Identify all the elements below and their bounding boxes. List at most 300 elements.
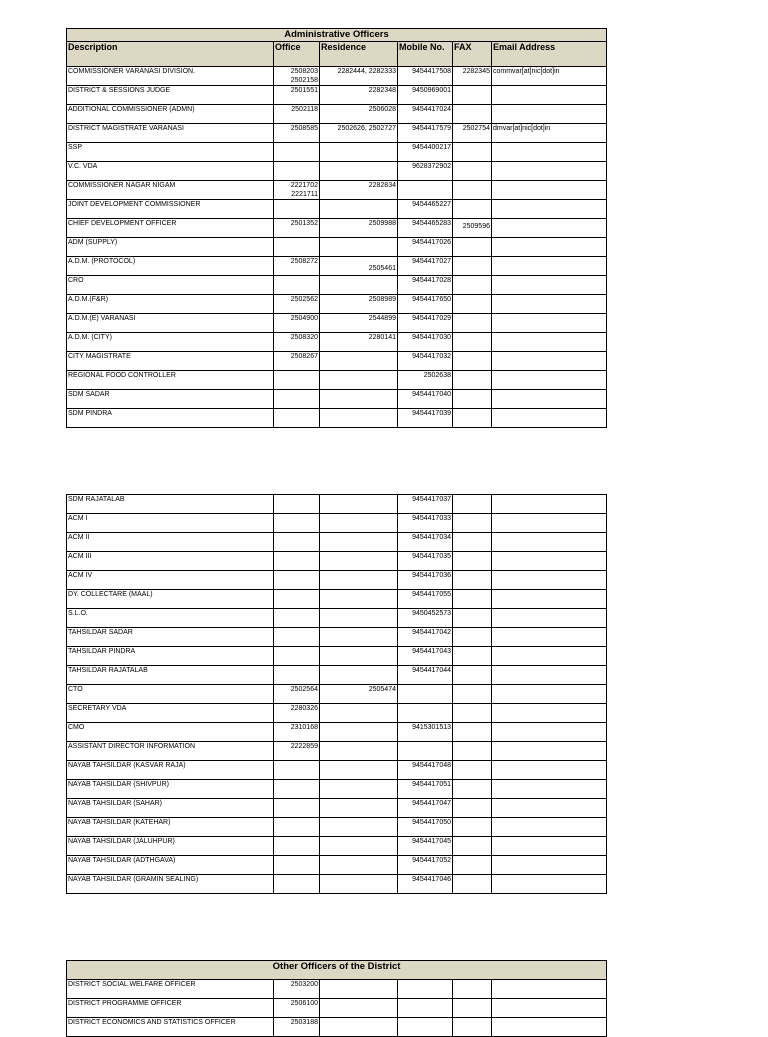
description-cell: ADM (SUPPLY) <box>67 238 274 257</box>
residence-cell <box>320 590 398 609</box>
mobile-cell: 9454417027 <box>398 257 453 276</box>
office-cell <box>274 875 320 894</box>
fax-cell <box>453 685 492 704</box>
description-cell: NAYAB TAHSILDAR (JALUHPUR) <box>67 837 274 856</box>
email-cell <box>492 552 607 571</box>
fax-cell <box>453 105 492 124</box>
fax-cell <box>453 837 492 856</box>
office-number: 2280326 <box>290 705 318 712</box>
office-cell <box>274 761 320 780</box>
email-cell <box>492 238 607 257</box>
mobile-cell: 9454417650 <box>398 295 453 314</box>
residence-cell <box>320 723 398 742</box>
description-cell: S.L.O. <box>67 609 274 628</box>
description-cell: NAYAB TAHSILDAR (SHIVPUR) <box>67 780 274 799</box>
email-cell <box>492 162 607 181</box>
office-cell <box>274 238 320 257</box>
fax-number: 2509596 <box>462 223 490 230</box>
email-cell <box>492 980 607 999</box>
description-cell: DISTRICT MAGISTRATE VARANASI <box>67 124 274 143</box>
email-cell <box>492 742 607 761</box>
office-cell <box>274 200 320 219</box>
fax-cell <box>453 856 492 875</box>
email-cell <box>492 333 607 352</box>
table-row <box>67 799 607 818</box>
office-cell <box>274 181 320 200</box>
administrative-officers-table-continued <box>66 494 607 894</box>
residence-number: 2509988 <box>368 220 396 227</box>
office-cell <box>274 352 320 371</box>
description-cell: CRO <box>67 276 274 295</box>
residence-cell <box>320 86 398 105</box>
email-cell <box>492 723 607 742</box>
office-cell <box>274 409 320 428</box>
office-cell <box>274 371 320 390</box>
office-cell <box>274 590 320 609</box>
office-number: 2508267 <box>290 353 318 360</box>
residence-cell <box>320 666 398 685</box>
fax-cell <box>453 352 492 371</box>
residence-cell <box>320 837 398 856</box>
mobile-cell: 9454417508 <box>398 67 453 86</box>
table-row <box>67 162 607 181</box>
residence-cell <box>320 143 398 162</box>
residence-number: 2282834 <box>368 182 396 189</box>
email-cell <box>492 590 607 609</box>
mobile-cell: 9454417026 <box>398 238 453 257</box>
fax-cell <box>453 628 492 647</box>
table-row <box>67 533 607 552</box>
description-cell: SSP <box>67 143 274 162</box>
office-cell <box>274 257 320 276</box>
email-cell <box>492 143 607 162</box>
fax-cell <box>453 409 492 428</box>
email-cell <box>492 999 607 1018</box>
office-cell <box>274 799 320 818</box>
table-row <box>67 666 607 685</box>
table-row <box>67 276 607 295</box>
fax-cell <box>453 533 492 552</box>
description-cell: ACM II <box>67 533 274 552</box>
email-cell <box>492 780 607 799</box>
residence-cell <box>320 371 398 390</box>
office-cell <box>274 723 320 742</box>
description-cell: A.D.M.(F&R) <box>67 295 274 314</box>
table-row <box>67 238 607 257</box>
description-cell: SDM RAJATALAB <box>67 495 274 514</box>
description-cell: NAYAB TAHSILDAR (KASVAR RAJA) <box>67 761 274 780</box>
residence-cell <box>320 390 398 409</box>
mobile-cell: 9450452573 <box>398 609 453 628</box>
office-number: 2221702 <box>290 182 318 189</box>
fax-cell <box>453 609 492 628</box>
mobile-cell <box>398 685 453 704</box>
email-cell <box>492 495 607 514</box>
description-cell: TAHSILDAR RAJATALAB <box>67 666 274 685</box>
residence-cell <box>320 409 398 428</box>
residence-cell <box>320 181 398 200</box>
fax-cell <box>453 314 492 333</box>
residence-cell <box>320 495 398 514</box>
fax-cell <box>453 999 492 1018</box>
email-cell <box>492 86 607 105</box>
residence-cell <box>320 704 398 723</box>
office-number: 2501352 <box>290 220 318 227</box>
office-number: 2501551 <box>290 87 318 94</box>
residence-cell <box>320 67 398 86</box>
office-cell <box>274 980 320 999</box>
office-cell <box>274 704 320 723</box>
table-row <box>67 181 607 200</box>
email-cell <box>492 761 607 780</box>
mobile-cell: 9415301513 <box>398 723 453 742</box>
residence-cell <box>320 314 398 333</box>
email-cell <box>492 647 607 666</box>
email-cell <box>492 818 607 837</box>
office-cell <box>274 495 320 514</box>
col-header-email: Email Address <box>492 42 607 67</box>
fax-cell <box>453 723 492 742</box>
table-row <box>67 200 607 219</box>
residence-number: 2508989 <box>368 296 396 303</box>
mobile-cell: 9454417028 <box>398 276 453 295</box>
office-cell <box>274 552 320 571</box>
table-row <box>67 571 607 590</box>
fax-cell <box>453 980 492 999</box>
table-row <box>67 647 607 666</box>
mobile-cell: 9454400217 <box>398 143 453 162</box>
description-cell: JOINT DEVELOPMENT COMMISSIONER <box>67 200 274 219</box>
fax-cell <box>453 495 492 514</box>
email-cell <box>492 200 607 219</box>
office-cell <box>274 276 320 295</box>
mobile-cell: 9454417050 <box>398 818 453 837</box>
fax-cell <box>453 818 492 837</box>
residence-cell <box>320 856 398 875</box>
description-cell: CHIEF DEVELOPMENT OFFICER <box>67 219 274 238</box>
fax-cell <box>453 780 492 799</box>
mobile-cell: 9454417029 <box>398 314 453 333</box>
fax-cell <box>453 666 492 685</box>
email-cell: commvar[at]nic[dot]in <box>492 67 607 86</box>
residence-cell <box>320 999 398 1018</box>
office-number: 2502118 <box>291 106 318 113</box>
mobile-cell: 9454417039 <box>398 409 453 428</box>
col-header-description: Description <box>67 42 274 67</box>
office-cell <box>274 67 320 86</box>
residence-cell <box>320 276 398 295</box>
office-cell <box>274 295 320 314</box>
mobile-cell: 9454417024 <box>398 105 453 124</box>
office-number: 2508203 <box>290 68 318 75</box>
administrative-officers-table <box>66 28 607 428</box>
office-cell <box>274 818 320 837</box>
fax-cell <box>453 371 492 390</box>
description-cell: DISTRICT & SESSIONS JUDGE <box>67 86 274 105</box>
description-cell: CMO <box>67 723 274 742</box>
table-row <box>67 86 607 105</box>
residence-cell <box>320 818 398 837</box>
col-header-office: Office <box>274 42 320 67</box>
fax-cell <box>453 1018 492 1037</box>
description-cell: TAHSILDAR PINDRA <box>67 647 274 666</box>
residence-cell <box>320 609 398 628</box>
table-row <box>67 371 607 390</box>
mobile-cell: 9454417040 <box>398 390 453 409</box>
fax-cell <box>453 276 492 295</box>
email-cell <box>492 514 607 533</box>
description-cell: SECRETARY VDA <box>67 704 274 723</box>
mobile-cell: 9454417036 <box>398 571 453 590</box>
description-cell: ACM III <box>67 552 274 571</box>
fax-cell <box>453 86 492 105</box>
residence-cell <box>320 333 398 352</box>
fax-cell <box>453 761 492 780</box>
table-row <box>67 875 607 894</box>
mobile-cell: 9454417048 <box>398 761 453 780</box>
table-row <box>67 143 607 162</box>
email-cell <box>492 704 607 723</box>
email-cell <box>492 219 607 238</box>
office-cell <box>274 685 320 704</box>
residence-number: 2506028 <box>368 106 396 113</box>
fax-cell <box>453 257 492 276</box>
residence-number: 2505461 <box>368 265 396 272</box>
col-header-fax: FAX <box>453 42 492 67</box>
table-row <box>67 314 607 333</box>
office-number: 2508585 <box>290 125 318 132</box>
table-row <box>67 590 607 609</box>
table-row <box>67 333 607 352</box>
fax-cell <box>453 390 492 409</box>
fax-number: 2502754 <box>462 125 490 132</box>
description-cell: DISTRICT PROGRAMME OFFICER <box>67 999 274 1018</box>
mobile-cell: 9454417045 <box>398 837 453 856</box>
description-cell: NAYAB TAHSILDAR (SAHAR) <box>67 799 274 818</box>
office-cell <box>274 837 320 856</box>
table-row <box>67 105 607 124</box>
mobile-cell: 9454417034 <box>398 533 453 552</box>
mobile-cell: 9454417033 <box>398 514 453 533</box>
office-number: 2508272 <box>290 258 318 265</box>
mobile-cell: 9454417047 <box>398 799 453 818</box>
table-row <box>67 704 607 723</box>
mobile-cell <box>398 181 453 200</box>
residence-number: 2544899 <box>368 315 396 322</box>
office-cell <box>274 333 320 352</box>
office-number: 2222859 <box>290 743 318 750</box>
table-row <box>67 837 607 856</box>
table-row <box>67 609 607 628</box>
residence-cell <box>320 162 398 181</box>
office-cell <box>274 86 320 105</box>
table-row <box>67 628 607 647</box>
residence-cell <box>320 875 398 894</box>
office-cell <box>274 390 320 409</box>
residence-cell <box>320 647 398 666</box>
email-cell <box>492 628 607 647</box>
table-row <box>67 219 607 238</box>
fax-cell <box>453 875 492 894</box>
col-header-mobile: Mobile No. <box>398 42 453 67</box>
mobile-cell: 9454417052 <box>398 856 453 875</box>
residence-cell <box>320 628 398 647</box>
residence-cell <box>320 552 398 571</box>
office-cell <box>274 609 320 628</box>
residence-cell <box>320 742 398 761</box>
description-cell: ACM IV <box>67 571 274 590</box>
table-row <box>67 856 607 875</box>
table-row <box>67 818 607 837</box>
table-row <box>67 514 607 533</box>
table-row <box>67 723 607 742</box>
table-row <box>67 67 607 86</box>
email-cell <box>492 371 607 390</box>
office-number: 2502562 <box>290 296 318 303</box>
description-cell: ASSISTANT DIRECTOR INFORMATION <box>67 742 274 761</box>
email-cell <box>492 837 607 856</box>
office-cell <box>274 666 320 685</box>
description-cell: CTO <box>67 685 274 704</box>
mobile-cell: 9454417044 <box>398 666 453 685</box>
email-cell <box>492 685 607 704</box>
mobile-cell: 9454417046 <box>398 875 453 894</box>
residence-cell <box>320 514 398 533</box>
office-cell <box>274 124 320 143</box>
office-cell <box>274 856 320 875</box>
mobile-cell: 9454465283 <box>398 219 453 238</box>
residence-cell <box>320 780 398 799</box>
fax-cell <box>453 799 492 818</box>
residence-number: 2282444, 2282333 <box>337 68 396 75</box>
residence-cell <box>320 799 398 818</box>
residence-cell <box>320 352 398 371</box>
description-cell: COMMISSIONER NAGAR NIGAM <box>67 181 274 200</box>
mobile-cell <box>398 704 453 723</box>
email-cell <box>492 181 607 200</box>
table-row <box>67 685 607 704</box>
description-cell: NAYAB TAHSILDAR (KATEHAR) <box>67 818 274 837</box>
residence-number: 2280141 <box>368 334 396 341</box>
residence-cell <box>320 761 398 780</box>
office-number: 2504900 <box>290 315 318 322</box>
office-cell <box>274 514 320 533</box>
fax-cell <box>453 124 492 143</box>
office-number: 2503200 <box>290 981 318 988</box>
email-cell <box>492 352 607 371</box>
description-cell: NAYAB TAHSILDAR (ADTHGAVA) <box>67 856 274 875</box>
fax-cell <box>453 514 492 533</box>
email-cell <box>492 533 607 552</box>
fax-cell <box>453 67 492 86</box>
fax-cell <box>453 552 492 571</box>
residence-cell <box>320 219 398 238</box>
email-cell <box>492 666 607 685</box>
table-row <box>67 552 607 571</box>
col-header-residence: Residence <box>320 42 398 67</box>
table-title: Other Officers of the District <box>67 961 607 980</box>
residence-cell <box>320 238 398 257</box>
mobile-cell <box>398 742 453 761</box>
email-cell <box>492 105 607 124</box>
fax-cell <box>453 704 492 723</box>
residence-cell <box>320 1018 398 1037</box>
table-row <box>67 999 607 1018</box>
description-cell: V.C. VDA <box>67 162 274 181</box>
office-cell <box>274 780 320 799</box>
office-number: 2502564 <box>290 686 318 693</box>
table-row <box>67 124 607 143</box>
office-number-alt: 2221711 <box>291 191 318 198</box>
residence-cell <box>320 257 398 276</box>
fax-cell <box>453 571 492 590</box>
mobile-cell <box>398 980 453 999</box>
table-row <box>67 742 607 761</box>
fax-cell <box>453 162 492 181</box>
residence-cell <box>320 685 398 704</box>
fax-cell <box>453 590 492 609</box>
description-cell: DISTRICT SOCIAL WELFARE OFFICER <box>67 980 274 999</box>
table-row <box>67 761 607 780</box>
mobile-cell: 2502638 <box>398 371 453 390</box>
residence-cell <box>320 295 398 314</box>
mobile-cell: 9454417042 <box>398 628 453 647</box>
email-cell <box>492 875 607 894</box>
fax-cell <box>453 219 492 238</box>
residence-cell <box>320 200 398 219</box>
office-cell <box>274 742 320 761</box>
residence-cell <box>320 980 398 999</box>
office-cell <box>274 1018 320 1037</box>
email-cell <box>492 1018 607 1037</box>
mobile-cell: 9628372902 <box>398 162 453 181</box>
fax-number: 2282345 <box>462 68 490 75</box>
fax-cell <box>453 143 492 162</box>
email-cell <box>492 390 607 409</box>
office-cell <box>274 999 320 1018</box>
residence-cell <box>320 105 398 124</box>
email-cell <box>492 856 607 875</box>
description-cell: A.D.M.(E) VARANASI <box>67 314 274 333</box>
table-row <box>67 257 607 276</box>
office-number-alt: 2502158 <box>290 77 318 84</box>
other-officers-table <box>66 960 607 1037</box>
description-cell: DY. COLLECTARE (MAAL) <box>67 590 274 609</box>
email-cell <box>492 314 607 333</box>
table-title: Administrative Officers <box>67 29 607 42</box>
description-cell: A.D.M. (PROTOCOL) <box>67 257 274 276</box>
description-cell: COMMISSIONER VARANASI DIVISION. <box>67 67 274 86</box>
table-row <box>67 495 607 514</box>
office-number: 2503188 <box>290 1019 318 1026</box>
office-number: 2508320 <box>290 334 318 341</box>
office-number: 2506100 <box>290 1000 318 1007</box>
table-row <box>67 1018 607 1037</box>
office-cell <box>274 571 320 590</box>
office-cell <box>274 143 320 162</box>
mobile-cell: 9454417051 <box>398 780 453 799</box>
office-cell <box>274 628 320 647</box>
table-row <box>67 295 607 314</box>
fax-cell <box>453 181 492 200</box>
residence-number: 2282348 <box>368 87 396 94</box>
table-row <box>67 409 607 428</box>
office-cell <box>274 219 320 238</box>
office-cell <box>274 105 320 124</box>
description-cell: DISTRICT ECONOMICS AND STATISTICS OFFICER <box>67 1018 274 1037</box>
residence-number: 2502626, 2502727 <box>337 125 396 132</box>
mobile-cell: 9454465227 <box>398 200 453 219</box>
